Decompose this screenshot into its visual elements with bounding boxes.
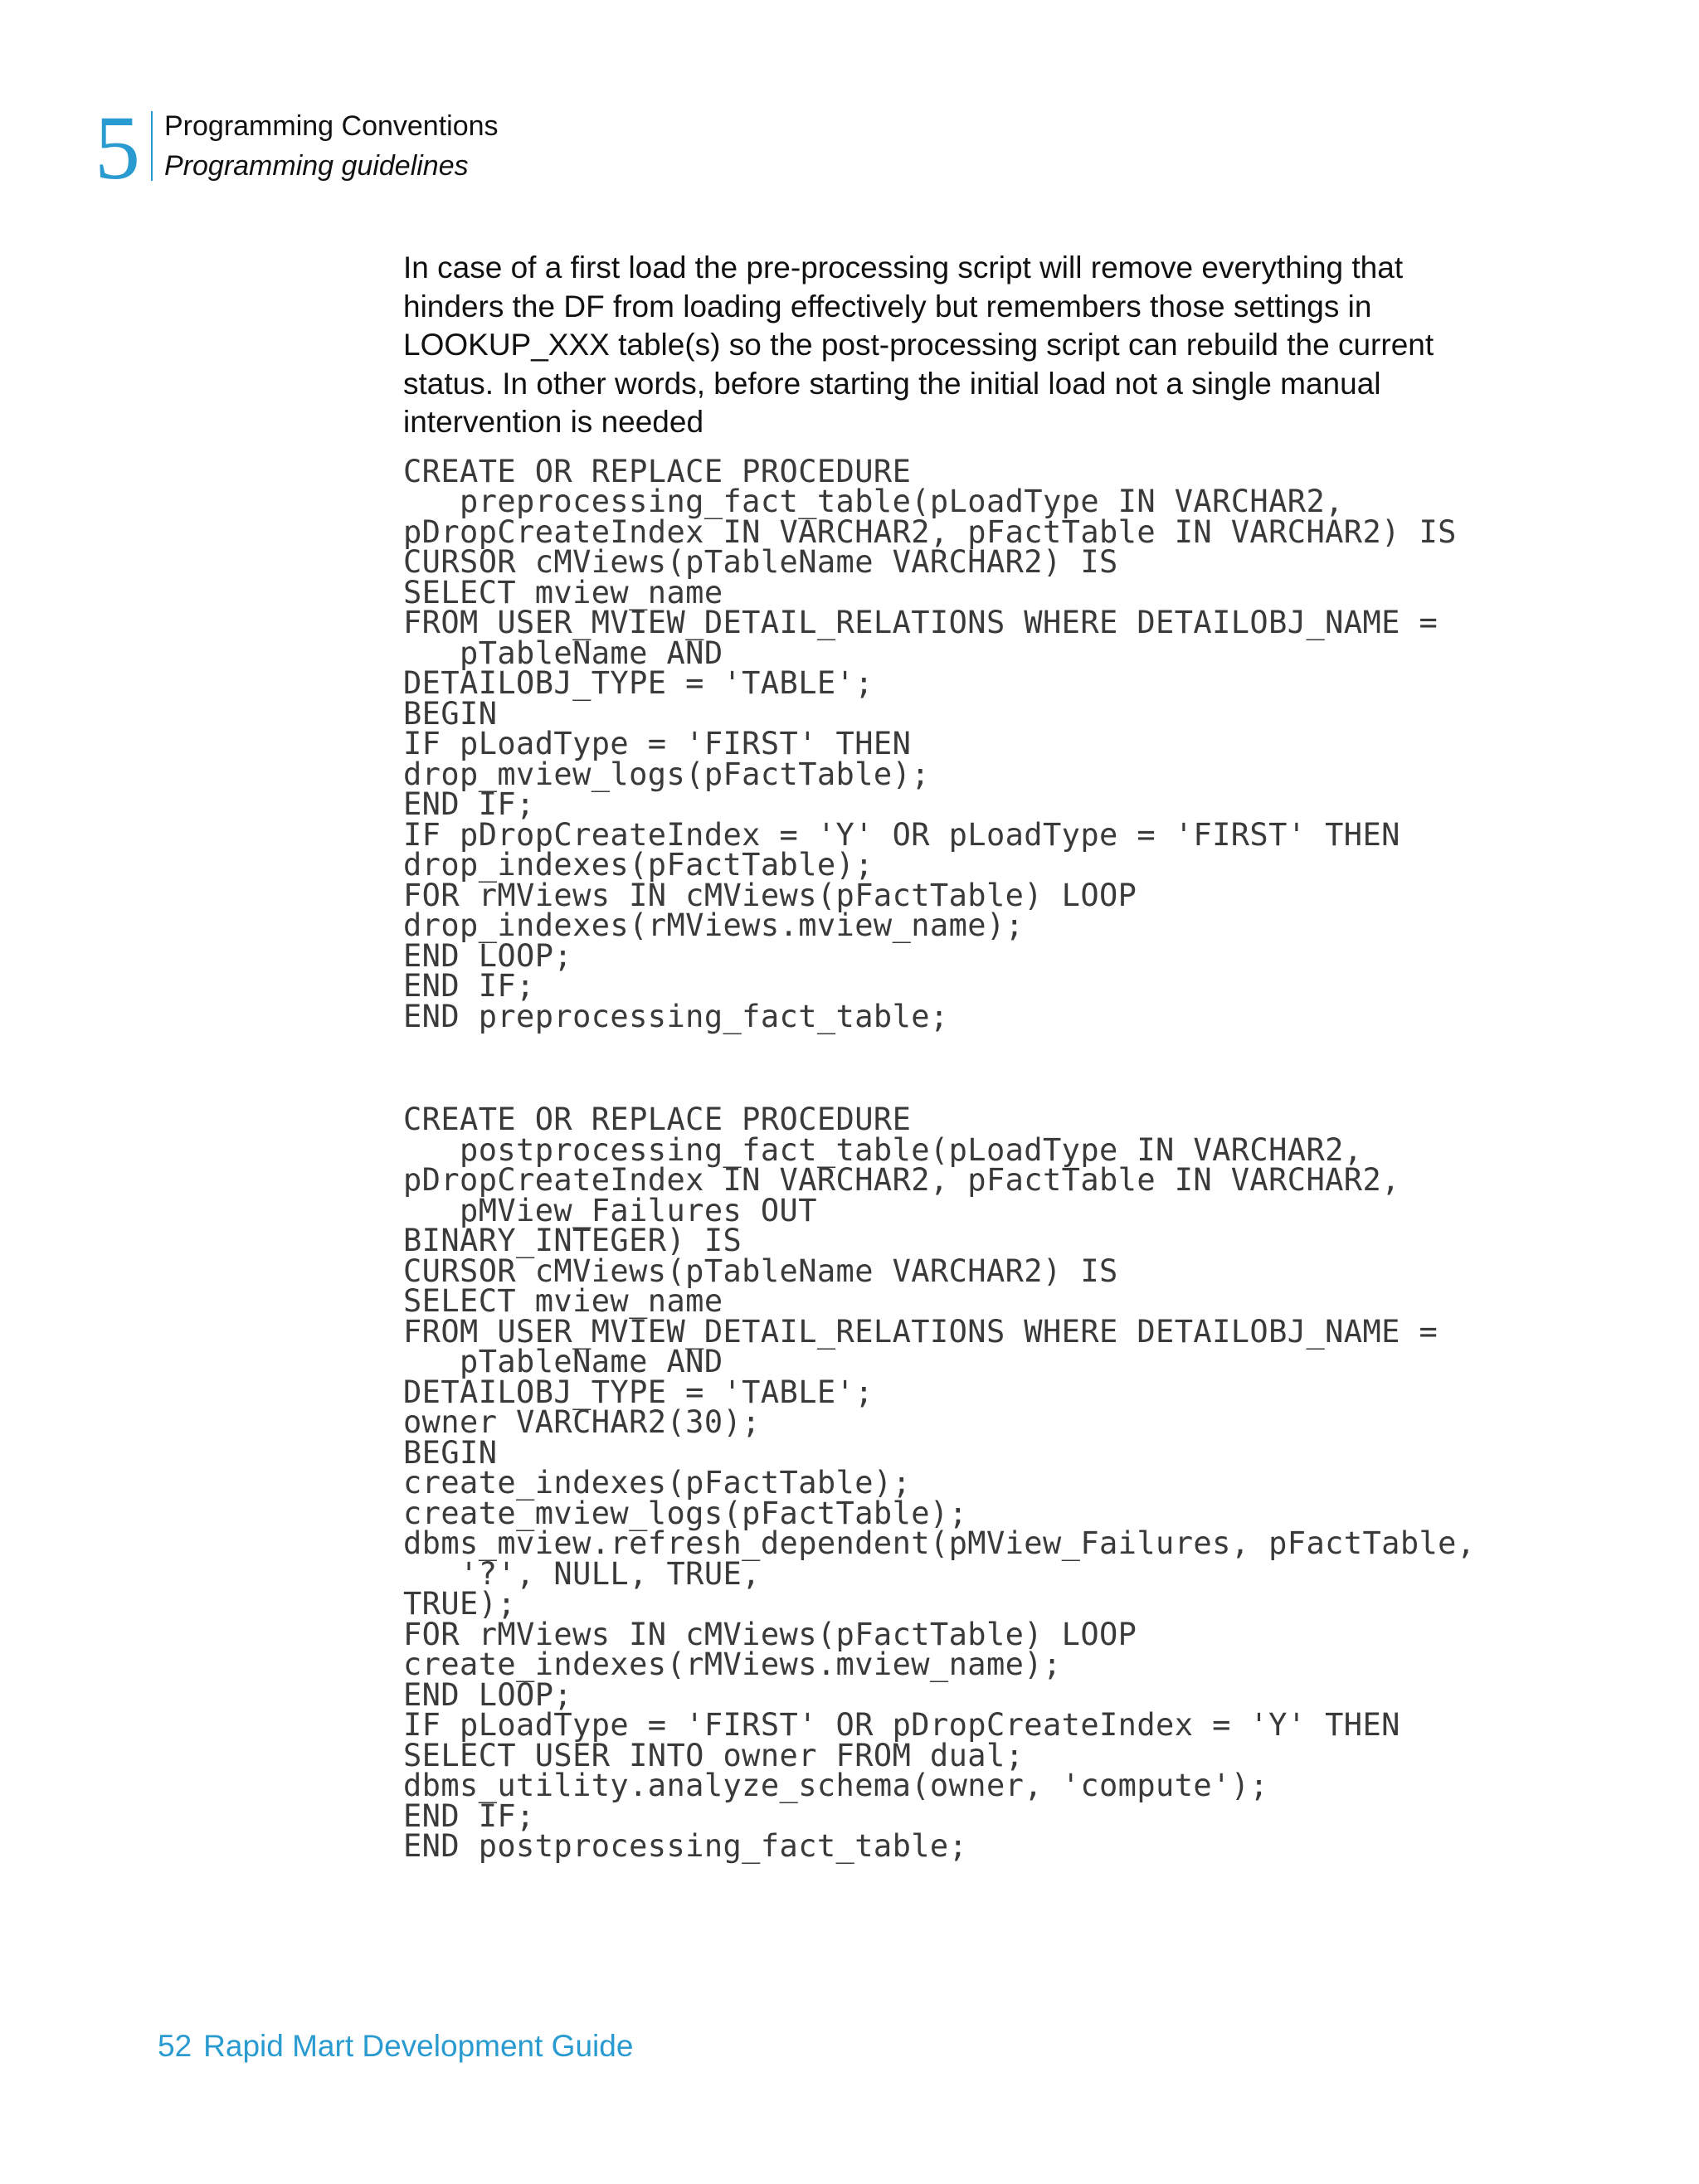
page-number: 52 <box>158 2029 192 2063</box>
section-title: Programming guidelines <box>164 150 469 182</box>
intro-paragraph: In case of a first load the pre-processing script will remove everything that hinders the DF from loading effectively but remembers those settings in LOOKUP_XXX table(s) so the post-processing script can rebuild the current status. In other words, before starting the initial load not a single manual intervention is needed <box>403 251 1434 439</box>
header-divider <box>151 111 153 181</box>
code-block-spacer <box>403 1032 1498 1090</box>
page-footer <box>158 2027 633 2065</box>
preprocessing-code-block: CREATE OR REPLACE PROCEDURE preprocessing_fact_table(pLoadType IN VARCHAR2, pDropCreateIndex IN VARCHAR2, pFactTable IN VARCHAR2) IS CURSOR cMViews(pTableName VARCHAR2) IS SELECT mview_name FROM USER_MVIEW_DETAIL_RELATIONS WHERE DETAILOBJ_NAME = pTableName AND DETAILOBJ_TYPE = 'TABLE'; BEGIN IF pLoadType = 'FIRST' THEN drop_mview_logs(pFactTable); END IF; IF pDropCreateIndex = 'Y' OR pLoadType = 'FIRST' THEN drop_indexes(pFactTable); FOR rMViews IN cMViews(pFactTable) LOOP drop_indexes(rMViews.mview_name); END LOOP; END IF; END preprocessing_fact_table; <box>403 453 1457 1034</box>
postprocessing-code-block: CREATE OR REPLACE PROCEDURE postprocessing_fact_table(pLoadType IN VARCHAR2, pDropCreateIndex IN VARCHAR2, pFactTable IN VARCHAR2, pMView_Failures OUT BINARY_INTEGER) IS CURSOR cMViews(pTableName VARCHAR2) IS SELECT mview_name FROM USER_MVIEW_DETAIL_RELATIONS WHERE DETAILOBJ_NAME = pTableName AND DETAILOBJ_TYPE = 'TABLE'; owner VARCHAR2(30); BEGIN create_indexes(pFactTable); create_mview_logs(pFactTable); dbms_mview.refresh_dependent(pMView_Failures, pFactTable, '?', NULL, TRUE, TRUE); FOR rMViews IN cMViews(pFactTable) LOOP create_indexes(rMViews.mview_name); END LOOP; IF pLoadType = 'FIRST' OR pDropCreateIndex = 'Y' THEN SELECT USER INTO owner FROM dual; dbms_utility.analyze_schema(owner, 'compute'); END IF; END postprocessing_fact_table; <box>403 1102 1476 1864</box>
chapter-number: 5 <box>95 97 140 198</box>
main-content <box>403 249 1498 1862</box>
chapter-title: Programming Conventions <box>164 110 499 142</box>
book-title: Rapid Mart Development Guide <box>203 2029 634 2063</box>
